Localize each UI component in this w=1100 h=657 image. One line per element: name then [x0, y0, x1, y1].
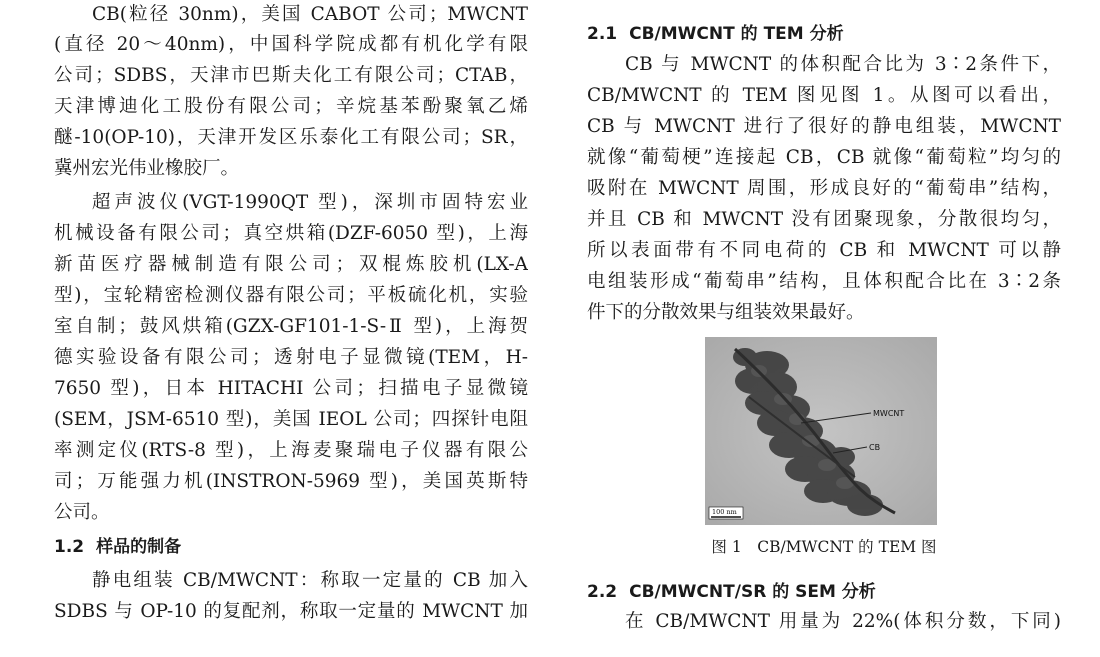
text-line: CB/MWCNT 的 TEM 图见图 1。从图可以看出， — [587, 85, 1061, 106]
text-line: (直径 20～40nm)，中国科学院成都有机化学有限 — [54, 34, 528, 55]
text-line: 醚-10(OP-10)，天津开发区乐泰化工有限公司；SR， — [54, 127, 528, 148]
text-line: 司；万能强力机(INSTRON-5969 型)，美国英斯特 — [54, 471, 528, 492]
text-line: 就像“葡萄梗”连接起 CB，CB 就像“葡萄粒”均匀的 — [587, 147, 1061, 168]
label-mwcnt: MWCNT — [873, 409, 905, 418]
text-line: (SEM，JSM-6510 型)，美国 IEOL 公司；四探针电阻 — [54, 409, 528, 430]
text-line: 公司；SDBS，天津市巴斯夫化工有限公司；CTAB， — [54, 65, 528, 86]
text-line: CB 与 MWCNT 的体积配合比为 3∶2条件下， — [625, 54, 1061, 75]
text-line: 7650 型)，日本 HITACHI 公司；扫描电子显微镜 — [54, 378, 528, 399]
text-line: 新苗医疗器械制造有限公司；双棍炼胶机(LX-A — [54, 254, 528, 275]
text-line: 静电组装 CB/MWCNT：称取一定量的 CB 加入 — [92, 570, 528, 591]
scale-bar-label: 100 nm — [712, 508, 737, 516]
tem-micrograph — [705, 337, 937, 525]
section-title: CB/MWCNT 的 TEM 分析 — [629, 24, 844, 44]
text-line: 超声波仪(VGT-1990QT 型)，深圳市固特宏业 — [92, 192, 528, 213]
section-title: 样品的制备 — [96, 537, 182, 557]
text-line: 冀州宏光伟业橡胶厂。 — [54, 158, 240, 179]
figure-caption: 图 1 CB/MWCNT 的 TEM 图 — [711, 538, 937, 556]
text-line: 件下的分散效果与组装效果最好。 — [587, 302, 865, 323]
section-title: CB/MWCNT/SR 的 SEM 分析 — [629, 582, 876, 602]
section-number: 2.2 — [587, 582, 618, 602]
text-line: 室自制；鼓风烘箱(GZX-GF101-1-S-Ⅱ 型)，上海贺 — [54, 316, 528, 337]
text-line: 率测定仪(RTS-8 型)，上海麦聚瑞电子仪器有限公 — [54, 440, 528, 461]
section-number: 2.1 — [587, 24, 618, 44]
text-line: 公司。 — [54, 502, 110, 523]
text-line: 型)，宝轮精密检测仪器有限公司；平板硫化机，实验 — [54, 285, 528, 306]
label-cb: CB — [869, 443, 881, 452]
text-line: CB(粒径 30nm)，美国 CABOT 公司；MWCNT — [92, 4, 528, 25]
text-line: 并且 CB 和 MWCNT 没有团聚现象，分散很均匀， — [587, 209, 1061, 230]
tem-image — [705, 337, 937, 525]
text-line: 德实验设备有限公司；透射电子显微镜(TEM，H- — [54, 347, 528, 368]
section-heading-2-2 — [587, 578, 876, 606]
text-line: 电组装形成“葡萄串”结构，且体积配合比在 3∶2条 — [587, 271, 1061, 292]
section-heading-2-1 — [587, 20, 844, 48]
section-heading-1-2 — [54, 533, 181, 561]
text-line: 所以表面带有不同电荷的 CB 和 MWCNT 可以静 — [587, 240, 1061, 261]
text-line: 机械设备有限公司；真空烘箱(DZF-6050 型)，上海 — [54, 223, 528, 244]
text-line: 天津博迪化工股份有限公司；辛烷基苯酚聚氧乙烯 — [54, 96, 528, 117]
text-line: 吸附在 MWCNT 周围，形成良好的“葡萄串”结构， — [587, 178, 1061, 199]
section-number: 1.2 — [54, 537, 85, 557]
text-line: SDBS 与 OP-10 的复配剂，称取一定量的 MWCNT 加 — [54, 601, 528, 622]
text-line: 在 CB/MWCNT 用量为 22%(体积分数，下同) — [625, 611, 1061, 632]
text-line: CB 与 MWCNT 进行了很好的静电组装，MWCNT — [587, 116, 1061, 137]
